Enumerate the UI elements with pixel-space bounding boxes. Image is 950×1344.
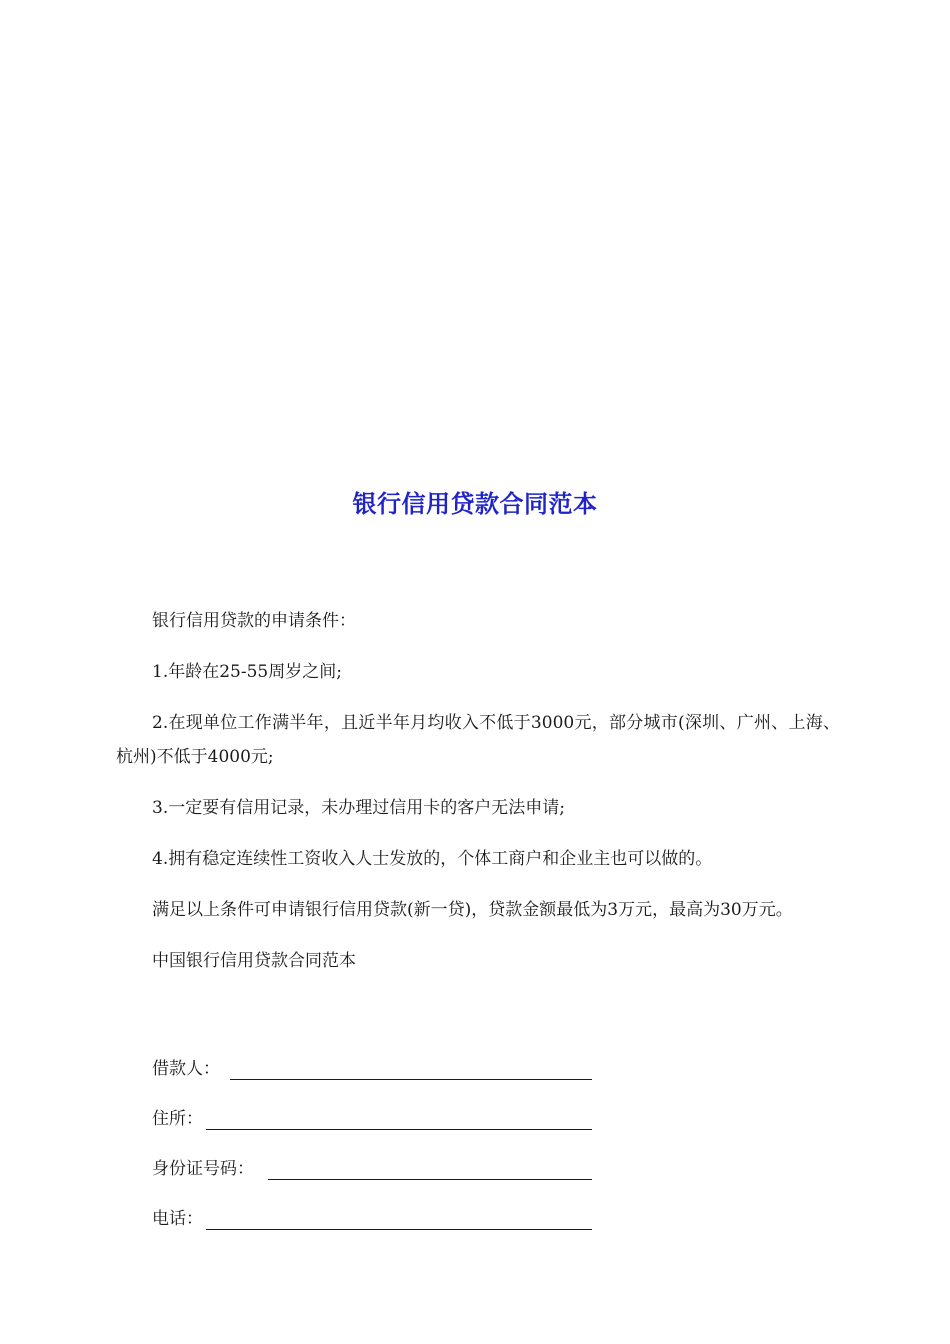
document-body xyxy=(116,604,840,995)
paragraph-loan-amount: 满足以上条件可申请银行信用贷款(新一贷)，贷款金额最低为3万元，最高为30万元。 xyxy=(152,900,793,920)
fill-in-line xyxy=(206,1129,592,1130)
paragraph-application-conditions: 银行信用贷款的申请条件： xyxy=(152,611,356,631)
field-id-number xyxy=(152,1152,254,1186)
field-address xyxy=(152,1102,203,1136)
fill-in-line xyxy=(268,1179,592,1180)
fill-in-line xyxy=(230,1079,592,1080)
field-label: 电话： xyxy=(152,1209,203,1229)
paragraph-condition-1: 1.年龄在25-55周岁之间; xyxy=(152,662,342,682)
field-label: 身份证号码： xyxy=(152,1159,254,1179)
field-label: 住所： xyxy=(152,1109,203,1129)
field-borrower xyxy=(152,1052,220,1086)
paragraph-condition-4: 4.拥有稳定连续性工资收入人士发放的，个体工商户和企业主也可以做的。 xyxy=(152,849,713,869)
field-label: 借款人： xyxy=(152,1059,220,1079)
document-title: 银行信用贷款合同范本 xyxy=(352,490,598,518)
paragraph-condition-2: 2.在现单位工作满半年，且近半年月均收入不低于3000元，部分城市(深圳、广州、上海、杭州)不低于4000元; xyxy=(116,713,840,767)
paragraph-contract-heading: 中国银行信用贷款合同范本 xyxy=(152,951,356,971)
paragraph-condition-3: 3.一定要有信用记录，未办理过信用卡的客户无法申请; xyxy=(152,798,565,818)
field-phone xyxy=(152,1202,203,1236)
fill-in-line xyxy=(206,1229,592,1230)
